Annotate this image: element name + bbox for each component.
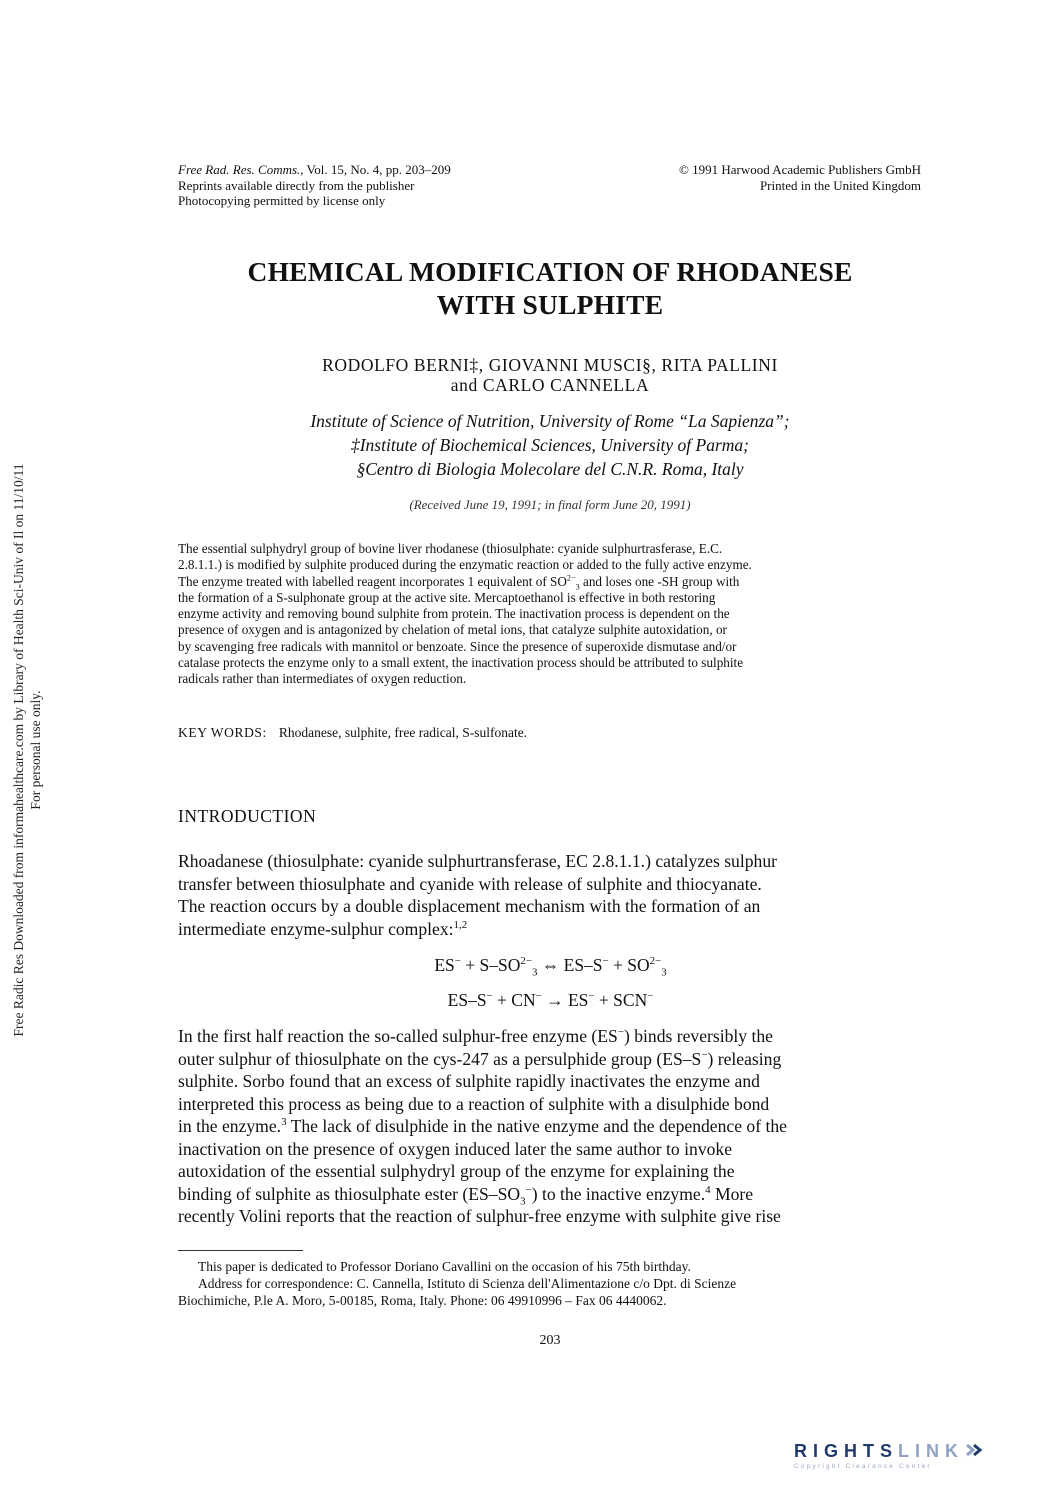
charge-superscript: − xyxy=(701,1048,708,1061)
intro-paragraph-2 xyxy=(178,1025,923,1228)
logo-arrow-icon xyxy=(964,1442,984,1458)
subscript-3: 3 xyxy=(520,1195,526,1208)
body-line: sulphite. Sorbo found that an excess of sulphite rapidly inactivates the enzyme and xyxy=(178,1071,760,1091)
journal-citation xyxy=(178,162,451,178)
abstract-text: The enzyme treated with labelled reagent incorporates 1 equivalent of SO xyxy=(178,573,567,589)
intro-paragraph-1 xyxy=(178,850,923,940)
eq-term: → ES xyxy=(541,990,589,1010)
paper-title xyxy=(120,255,980,321)
eq-subscript: 3 xyxy=(661,966,667,979)
body-line xyxy=(178,918,923,941)
keywords-list: Rhodanese, sulphite, free radical, S-sulfonate. xyxy=(278,725,528,740)
body-text: In the first half reaction the so-called sulphur-free enzyme (ES xyxy=(178,1026,618,1046)
body-line xyxy=(178,1183,923,1206)
subscript-3: 3 xyxy=(575,582,580,592)
charge-superscript: − xyxy=(617,1026,624,1039)
eq-term: ES xyxy=(434,955,455,975)
eq-term: + S–SO xyxy=(460,955,521,975)
body-text: intermediate enzyme-sulphur complex: xyxy=(178,918,454,939)
publisher-header xyxy=(600,162,921,193)
eq-charge: − xyxy=(588,990,595,1003)
eq-charge: − xyxy=(535,990,542,1003)
body-text: binding of sulphite as thiosulphate ester (ES–SO xyxy=(178,1183,521,1204)
abstract-line: The essential sulphydryl group of bovine liver rhodanese (thiosulphate: cyanide sulphurtrasferase, E.C. xyxy=(178,541,723,556)
photocopy-note: Photocopying permitted by license only xyxy=(178,193,386,208)
reprints-note: Reprints available directly from the publisher xyxy=(178,177,415,193)
download-side-note xyxy=(10,380,44,1120)
logo-wordmark xyxy=(794,1441,1034,1462)
body-text: ) releasing xyxy=(707,1048,782,1069)
abstract-line: radicals rather than intermediates of oxygen reduction. xyxy=(178,671,467,687)
eq-charge: − xyxy=(602,955,609,968)
equation-2 xyxy=(178,990,923,1011)
title-line-2: WITH SULPHITE xyxy=(436,289,664,320)
abstract-line: 2.8.1.1.) is modified by sulphite produced during the enzymatic reaction or added to the fully active enzyme. xyxy=(178,557,752,573)
abstract-text: and loses one -SH group with xyxy=(579,573,740,589)
reference-4: 4 xyxy=(705,1183,711,1196)
journal-header xyxy=(178,162,451,209)
journal-volume: , Vol. 15, No. 4, pp. 203–209 xyxy=(300,162,451,177)
journal-name: Free Rad. Res. Comms. xyxy=(178,162,301,177)
reference-1-2: 1,2 xyxy=(453,918,468,931)
eq-term: ⇔ ES–S xyxy=(537,955,603,975)
page-number: 203 xyxy=(539,1333,561,1348)
abstract-line: catalase protects the enzyme only to a small extent, the inactivation process should be attributed to sulphite xyxy=(178,655,744,671)
received-dates: (Received June 19, 1991; in final form June 20, 1991) xyxy=(409,497,691,512)
eq-subscript: 3 xyxy=(531,966,538,979)
keywords xyxy=(178,724,922,741)
printed-line: Printed in the United Kingdom xyxy=(759,177,921,193)
body-text: ) to the inactive enzyme. xyxy=(531,1183,706,1204)
body-text: The lack of disulphide in the native enzyme and the dependence of the xyxy=(286,1116,787,1136)
abstract-line xyxy=(178,574,922,590)
logo-word-link: LINK xyxy=(898,1441,965,1461)
equation-1 xyxy=(178,955,923,979)
body-text: ) binds reversibly the xyxy=(623,1026,773,1046)
eq-charge: − xyxy=(454,955,461,968)
abstract-line: presence of oxygen and is antagonized by chelation of metal ions, that catalyze sulphite autoxidation, or xyxy=(178,622,727,638)
address-footnote: Address for correspondence: C. Cannella, Istituto di Scienza dell'Alimentazione c/o Dpt. di Scienze xyxy=(198,1276,737,1291)
author-list xyxy=(150,355,950,395)
eq-charge: 2− xyxy=(520,955,532,968)
body-line: autoxidation of the essential sulphydryl group of the enzyme for explaining the xyxy=(178,1161,735,1181)
keywords-label: KEY WORDS: xyxy=(178,725,267,740)
title-line-1: CHEMICAL MODIFICATION OF RHODANESE xyxy=(247,256,853,287)
body-line: recently Volini reports that the reaction of sulphur-free enzyme with sulphite give rise xyxy=(178,1206,781,1226)
body-line: Rhoadanese (thiosulphate: cyanide sulphurtransferase, EC 2.8.1.1.) catalyzes sulphur xyxy=(178,851,777,871)
abstract-line: the formation of a S-sulphonate group at the active site. Mercaptoethanol is effective in both restoring xyxy=(178,589,716,605)
body-text: in the enzyme. xyxy=(178,1116,282,1136)
eq-charge: − xyxy=(486,990,493,1003)
body-text: outer sulphur of thiosulphate on the cys-247 as a persulphide group (ES–S xyxy=(178,1048,702,1069)
body-line xyxy=(178,1115,923,1138)
body-line: interpreted this process as being due to a reaction of sulphite with a disulphide bond xyxy=(178,1093,770,1114)
affiliation-1: Institute of Science of Nutrition, University of Rome “La Sapienza”; xyxy=(310,411,790,431)
eq-term: ES–S xyxy=(447,990,487,1010)
charge-superscript: − xyxy=(525,1183,532,1196)
footnotes xyxy=(178,1258,923,1309)
abstract xyxy=(178,541,922,688)
body-line: The reaction occurs by a double displacement mechanism with the formation of an xyxy=(178,896,761,916)
body-text: More xyxy=(710,1183,754,1204)
side-note-line-1: Free Radic Res Downloaded from informahealthcare.com by Library of Health Sci-Univ of Il on 11/10/11 xyxy=(11,463,26,1037)
reference-3: 3 xyxy=(281,1116,287,1129)
address-footnote-continued: Biochimiche, P.le A. Moro, 5-00185, Roma, Italy. Phone: 06 49910996 – Fax 06 4440062. xyxy=(178,1293,667,1308)
affiliation-3: §Centro di Biologia Molecolare del C.N.R. Roma, Italy xyxy=(356,459,744,479)
copyright-line: © 1991 Harwood Academic Publishers GmbH xyxy=(678,162,921,177)
eq-charge: 2− xyxy=(649,955,662,968)
body-line: inactivation on the presence of oxygen induced later the same author to invoke xyxy=(178,1138,733,1159)
body-line: transfer between thiosulphate and cyanide with release of sulphite and thiocyanate. xyxy=(178,873,762,894)
footnote-divider xyxy=(178,1250,303,1251)
affiliations xyxy=(150,409,950,481)
logo-tagline: Copyright Clearance Center xyxy=(794,1463,932,1470)
side-note-line-2: For personal use only. xyxy=(28,690,43,810)
eq-term: + SO xyxy=(608,955,650,975)
eq-term: + SCN xyxy=(594,990,648,1010)
body-line xyxy=(178,1048,923,1071)
charge-superscript: 2− xyxy=(566,573,576,583)
authors-line-2: and CARLO CANNELLA xyxy=(450,375,650,395)
abstract-line: enzyme activity and removing bound sulphite from protein. The inactivation process is dependent on the xyxy=(178,606,730,622)
abstract-line: by scavenging free radicals with mannitol or benzoate. Since the presence of superoxide dismutase and/or xyxy=(178,638,737,654)
dedication-footnote: This paper is dedicated to Professor Doriano Cavallini on the occasion of his 75th birthday. xyxy=(198,1259,691,1274)
body-line xyxy=(178,1025,923,1048)
eq-charge: − xyxy=(647,990,654,1003)
rightslink-logo[interactable] xyxy=(794,1441,1034,1475)
logo-word-rights: RIGHTS xyxy=(794,1441,899,1461)
eq-term: + CN xyxy=(492,990,536,1010)
section-heading-introduction: INTRODUCTION xyxy=(178,806,317,826)
authors-line-1: RODOLFO BERNI‡, GIOVANNI MUSCI§, RITA PALLINI xyxy=(322,355,778,375)
affiliation-2: ‡Institute of Biochemical Sciences, University of Parma; xyxy=(350,435,750,455)
